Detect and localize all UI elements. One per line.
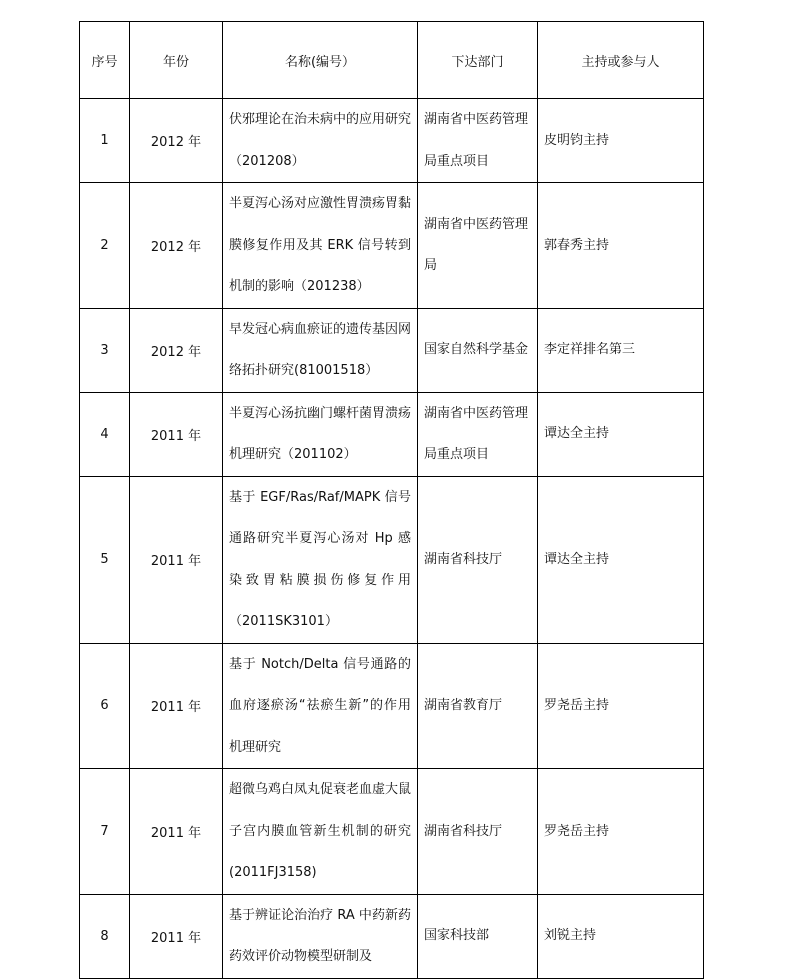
cell-person: 罗尧岳主持	[538, 643, 704, 769]
cell-dept: 湖南省科技厅	[418, 769, 538, 895]
cell-person: 谭达全主持	[538, 476, 704, 643]
cell-name: 基于 EGF/Ras/Raf/MAPK 信号通路研究半夏泻心汤对 Hp 感染致胃粘膜损伤修复作用（2011SK3101）	[223, 476, 418, 643]
cell-year: 2011 年	[130, 643, 223, 769]
projects-table	[79, 21, 704, 979]
cell-name: 早发冠心病血瘀证的遗传基因网络拓扑研究(81001518）	[223, 308, 418, 392]
cell-name: 伏邪理论在治未病中的应用研究（201208）	[223, 99, 418, 183]
cell-year: 2011 年	[130, 476, 223, 643]
cell-name: 半夏泻心汤抗幽门螺杆菌胃溃疡机理研究（201102）	[223, 392, 418, 476]
cell-no: 2	[80, 183, 130, 309]
cell-no: 7	[80, 769, 130, 895]
cell-dept: 国家自然科学基金	[418, 308, 538, 392]
cell-person: 罗尧岳主持	[538, 769, 704, 895]
cell-person: 刘锐主持	[538, 894, 704, 978]
table-row	[80, 392, 704, 476]
table-row	[80, 894, 704, 978]
cell-dept: 湖南省中医药管理局重点项目	[418, 392, 538, 476]
table-row	[80, 643, 704, 769]
cell-year: 2011 年	[130, 894, 223, 978]
cell-dept: 湖南省中医药管理局	[418, 183, 538, 309]
cell-no: 4	[80, 392, 130, 476]
header-row	[80, 22, 704, 99]
table-row	[80, 183, 704, 309]
table-row	[80, 308, 704, 392]
cell-name: 半夏泻心汤对应激性胃溃疡胃黏膜修复作用及其 ERK 信号转到机制的影响（201238）	[223, 183, 418, 309]
table-row	[80, 99, 704, 183]
cell-dept: 湖南省科技厅	[418, 476, 538, 643]
header-dept: 下达部门	[418, 22, 538, 99]
cell-name: 基于 Notch/Delta 信号通路的血府逐瘀汤“祛瘀生新”的作用机理研究	[223, 643, 418, 769]
header-year: 年份	[130, 22, 223, 99]
cell-no: 6	[80, 643, 130, 769]
cell-dept: 国家科技部	[418, 894, 538, 978]
cell-no: 8	[80, 894, 130, 978]
cell-person: 李定祥排名第三	[538, 308, 704, 392]
cell-no: 1	[80, 99, 130, 183]
table-row	[80, 769, 704, 895]
cell-dept: 湖南省中医药管理局重点项目	[418, 99, 538, 183]
cell-year: 2011 年	[130, 769, 223, 895]
cell-year: 2012 年	[130, 99, 223, 183]
header-no: 序号	[80, 22, 130, 99]
header-person: 主持或参与人	[538, 22, 704, 99]
cell-name: 超微乌鸡白凤丸促衰老血虚大鼠子宫内膜血管新生机制的研究(2011FJ3158)	[223, 769, 418, 895]
cell-year: 2011 年	[130, 392, 223, 476]
table-row	[80, 476, 704, 643]
cell-dept: 湖南省教育厅	[418, 643, 538, 769]
cell-year: 2012 年	[130, 308, 223, 392]
cell-year: 2012 年	[130, 183, 223, 309]
cell-no: 3	[80, 308, 130, 392]
cell-name: 基于辨证论治治疗 RA 中药新药药效评价动物模型研制及	[223, 894, 418, 978]
cell-no: 5	[80, 476, 130, 643]
cell-person: 郭春秀主持	[538, 183, 704, 309]
header-name: 名称(编号）	[223, 22, 418, 99]
cell-person: 皮明钧主持	[538, 99, 704, 183]
cell-person: 谭达全主持	[538, 392, 704, 476]
